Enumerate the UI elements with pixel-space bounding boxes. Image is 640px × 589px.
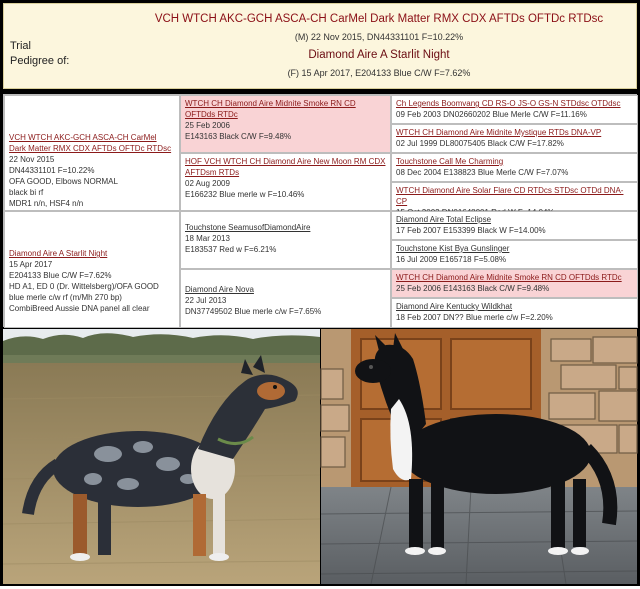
gen2-name-3[interactable]: Touchstone SeamusofDiamondAire <box>185 223 311 232</box>
gen3-cell-3 <box>391 153 638 182</box>
gen1-dam-health: HD A1, ED 0 (Dr. Wittelsberg)/OFA GOOD <box>9 282 159 291</box>
gen1-dam-reg: E204133 Blue C/W F=7.62% <box>9 271 112 280</box>
gen3-info-2: 02 Jul 1999 DL80075405 Black C/W F=17.82% <box>396 139 564 148</box>
gen3-info-3: 08 Dec 2004 E138823 Blue Merle C/W F=7.07% <box>396 168 569 177</box>
sire-title: VCH WTCH AKC-GCH ASCA-CH CarMel Dark Matter RMX CDX AFTDs OFTDc RTDsc <box>154 13 604 25</box>
gen2-dob-3: 18 Mar 2013 <box>185 234 230 243</box>
dam-info: (F) 15 Apr 2017, E204133 Blue C/W F=7.62% <box>287 68 471 78</box>
dam-title: Diamond Aire A Starlit Night <box>308 49 450 61</box>
gen1-dam-dna: CombiBreed Aussie DNA panel all clear <box>9 304 150 313</box>
gen3-cell-1 <box>391 95 638 124</box>
gen1-sire-cell <box>4 95 180 211</box>
gen3-name-1[interactable]: Ch Legends Boomvang CD RS-O JS-O GS-N STDdsc OTDdsc <box>396 99 621 108</box>
header-labels <box>10 39 69 69</box>
gen1-sire-dna: MDR1 n/n, HSF4 n/n <box>9 199 84 208</box>
gen2-cell-4 <box>180 269 391 328</box>
gen1-dam-dob: 15 Apr 2017 <box>9 260 53 269</box>
gen2-cell-2 <box>180 153 391 211</box>
gen1-sire-health: OFA GOOD, Elbows NORMAL <box>9 177 118 186</box>
gen3-name-3[interactable]: Touchstone Call Me Charming <box>396 157 504 166</box>
pedigree-table <box>3 94 637 327</box>
gen1-dam-name[interactable]: Diamond Aire A Starlit Night <box>9 249 108 258</box>
gen3-name-8[interactable]: Diamond Aire Kentucky Wildkhat <box>396 302 513 311</box>
gen2-cell-3 <box>180 211 391 269</box>
gen3-info-8: 18 Feb 2007 DN?? Blue merle c/w F=2.20% <box>396 313 553 322</box>
gen3-info-5: 17 Feb 2007 E153399 Black W F=14.00% <box>396 226 546 235</box>
gen3-info-7: 25 Feb 2006 E143163 Black C/W F=9.48% <box>396 284 550 293</box>
gen3-cell-5 <box>391 211 638 240</box>
black-white-dog-image <box>321 329 637 584</box>
sire-info: (M) 22 Nov 2015, DN44331101 F=10.22% <box>294 32 464 42</box>
gen1-sire-name[interactable]: VCH WTCH AKC-GCH ASCA-CH CarMel Dark Matter RMX CDX AFTDs OFTDc RTDsc <box>9 133 172 153</box>
gen3-cell-8 <box>391 298 638 328</box>
gen3-name-4[interactable]: WTCH Diamond Aire Solar Flare CD RTDcs STDsc OTDd DNA-CP <box>396 186 624 206</box>
gen3-cell-4 <box>391 182 638 211</box>
gen2-dob-2: 02 Aug 2009 <box>185 179 230 188</box>
pedigree-of-label: Pedigree of: <box>10 55 70 67</box>
trial-label: Trial <box>10 40 31 52</box>
gen2-reg-2: E166232 Blue merle w F=10.46% <box>185 190 305 199</box>
gen2-name-4[interactable]: Diamond Aire Nova <box>185 285 254 294</box>
gen3-name-5[interactable]: Diamond Aire Total Eclipse <box>396 215 492 224</box>
pedigree-header <box>3 3 637 89</box>
gen3-name-2[interactable]: WTCH CH Diamond Aire Midnite Mystique RTDs DNA-VP <box>396 128 602 137</box>
gen1-dam-color: blue merle c/w rf (m/Mh 270 bp) <box>9 293 122 302</box>
header-parents <box>144 12 614 80</box>
gen2-reg-3: E183537 Red w F=6.21% <box>185 245 277 254</box>
gen1-dam-cell <box>4 211 180 328</box>
gen3-cell-6 <box>391 240 638 269</box>
gen2-dob-1: 25 Feb 2006 <box>185 121 230 130</box>
gen2-name-1[interactable]: WTCH CH Diamond Aire Midnite Smoke RN CD OFTDds RTDc <box>185 99 356 119</box>
gen2-reg-4: DN37749502 Blue merle c/w F=7.65% <box>185 307 322 316</box>
gen3-cell-2 <box>391 124 638 153</box>
gen2-dob-4: 22 Jul 2013 <box>185 296 227 305</box>
gen1-sire-reg: DN44331101 F=10.22% <box>9 166 95 175</box>
gen3-name-7[interactable]: WTCH CH Diamond Aire Midnite Smoke RN CD OFTDds RTDc <box>396 273 622 282</box>
gen1-sire-color: black bi rf <box>9 188 44 197</box>
gen3-name-6[interactable]: Touchstone Kist Bya Gunslinger <box>396 244 510 253</box>
blue-merle-dog-image <box>3 329 320 584</box>
gen2-cell-1 <box>180 95 391 153</box>
dog-photos <box>3 329 637 584</box>
sire-photo <box>3 329 320 584</box>
gen2-reg-1: E143163 Black C/W F=9.48% <box>185 132 292 141</box>
gen3-info-1: 09 Feb 2003 DN02660202 Blue Merle C/W F=11.16% <box>396 110 587 119</box>
gen3-info-6: 16 Jul 2009 E165718 F=5.08% <box>396 255 507 264</box>
dam-photo <box>321 329 637 584</box>
gen2-name-2[interactable]: HOF VCH WTCH CH Diamond Aire New Moon RM CDX AFTDsm RTDs <box>185 157 386 177</box>
gen1-sire-dob: 22 Nov 2015 <box>9 155 55 164</box>
gen3-cell-7 <box>391 269 638 298</box>
